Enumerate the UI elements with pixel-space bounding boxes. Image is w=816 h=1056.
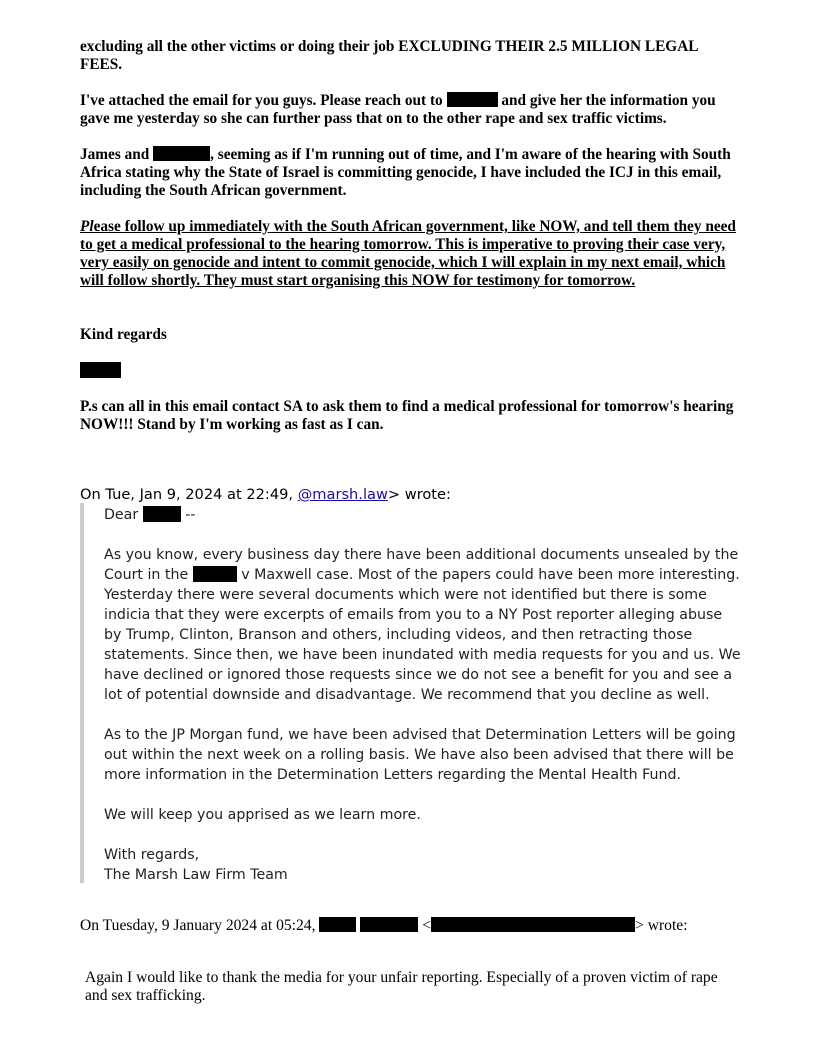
- text-segment: On Tue, Jan 9, 2024 at 22:49,: [80, 486, 298, 503]
- text-segment: On Tuesday, 9 January 2024 at 05:24,: [80, 917, 320, 934]
- text-segment: and give her the information you gave me yesterday so she can further pass that on to the other rape and sex traffic victims.: [80, 92, 716, 127]
- postscript: P.s can all in this email contact SA to ask them to find a medical professional for tomorrow's hearing NOW!!! Stand by I'm working as fast as I can.: [80, 398, 734, 433]
- quoted-email-header: [80, 486, 451, 504]
- quoted-signature: The Marsh Law Firm Team: [104, 867, 288, 883]
- redaction-block: [431, 917, 635, 932]
- redaction-block: [193, 566, 237, 582]
- redacted-signature: [80, 362, 121, 378]
- quoted-paragraph-apprised: We will keep you apprised as we learn more.: [104, 807, 421, 823]
- text-segment: > wrote:: [387, 486, 451, 503]
- redaction-block: [143, 506, 181, 522]
- closing-kind-regards: Kind regards: [80, 326, 167, 343]
- paragraph-legal-fees: excluding all the other victims or doing their job EXCLUDING THEIR 2.5 MILLION LEGAL FEES.: [80, 38, 698, 73]
- italic-segment: Pl: [80, 218, 94, 235]
- quoted-regards: With regards,: [104, 847, 200, 863]
- text-segment: --: [180, 507, 196, 523]
- second-email-header: [80, 917, 688, 935]
- redaction-block: [153, 146, 210, 161]
- quoted-message: [80, 503, 744, 883]
- text-segment: I've attached the email for you guys. Please reach out to: [80, 92, 447, 109]
- tail-message: Again I would like to thank the media for your unfair reporting. Especially of a proven victim of rape and sex trafficking.: [85, 969, 718, 1004]
- paragraph-attached-email: [80, 92, 740, 128]
- text-segment: v Maxwell case. Most of the papers could have been more interesting. Yesterday there were several documents which were not identified but there is some indicia that they were excerpts of emails from you to a NY Post reporter alleging abuse by Trump, Clinton, Branson and others, including videos, and then retracting those statements. Since then, we have been inundated with media requests for you and us. We have declined or ignored those requests since we do not see a benefit for you and see a lot of potential downside and disadvantage. We recommend that you decline as well.: [104, 567, 741, 703]
- email-link[interactable]: @marsh.law: [297, 486, 388, 503]
- redaction-block: [360, 917, 418, 932]
- text-segment: ease follow up immediately with the South African government, like NOW, and tell them they need to get a medical professional to the hearing tomorrow. This is imperative to proving their case very, very easily on genocide and intent to commit genocide, which I will explain in my next email, which will follow shortly. They must start organising this NOW for testimony for tomorrow.: [80, 218, 736, 289]
- paragraph-icj: [80, 146, 740, 200]
- text-segment: As you know, every business day there have been additional documents unsealed by the Court in the: [104, 547, 739, 583]
- text-segment: Dear: [104, 507, 143, 523]
- text-segment: , seeming as if I'm running out of time, and I'm aware of the hearing with South Africa stating why the State of Israel is committing genocide, I have included the ICJ in this email, including the South African government.: [80, 146, 731, 199]
- text-segment: <: [418, 917, 431, 934]
- quoted-greeting: [104, 505, 744, 525]
- quoted-paragraph-jp-morgan: As to the JP Morgan fund, we have been advised that Determination Letters will be going out within the next week on a rolling basis. We have also been advised that there will be more information in the Determination Letters regarding the Mental Health Fund.: [104, 727, 736, 783]
- redaction-block: [319, 917, 356, 932]
- quoted-paragraph-unsealed: [104, 545, 744, 705]
- text-segment: > wrote:: [635, 917, 688, 934]
- paragraph-urgent-request: [80, 218, 740, 290]
- redaction-block: [447, 92, 498, 107]
- text-segment: James and: [80, 146, 154, 163]
